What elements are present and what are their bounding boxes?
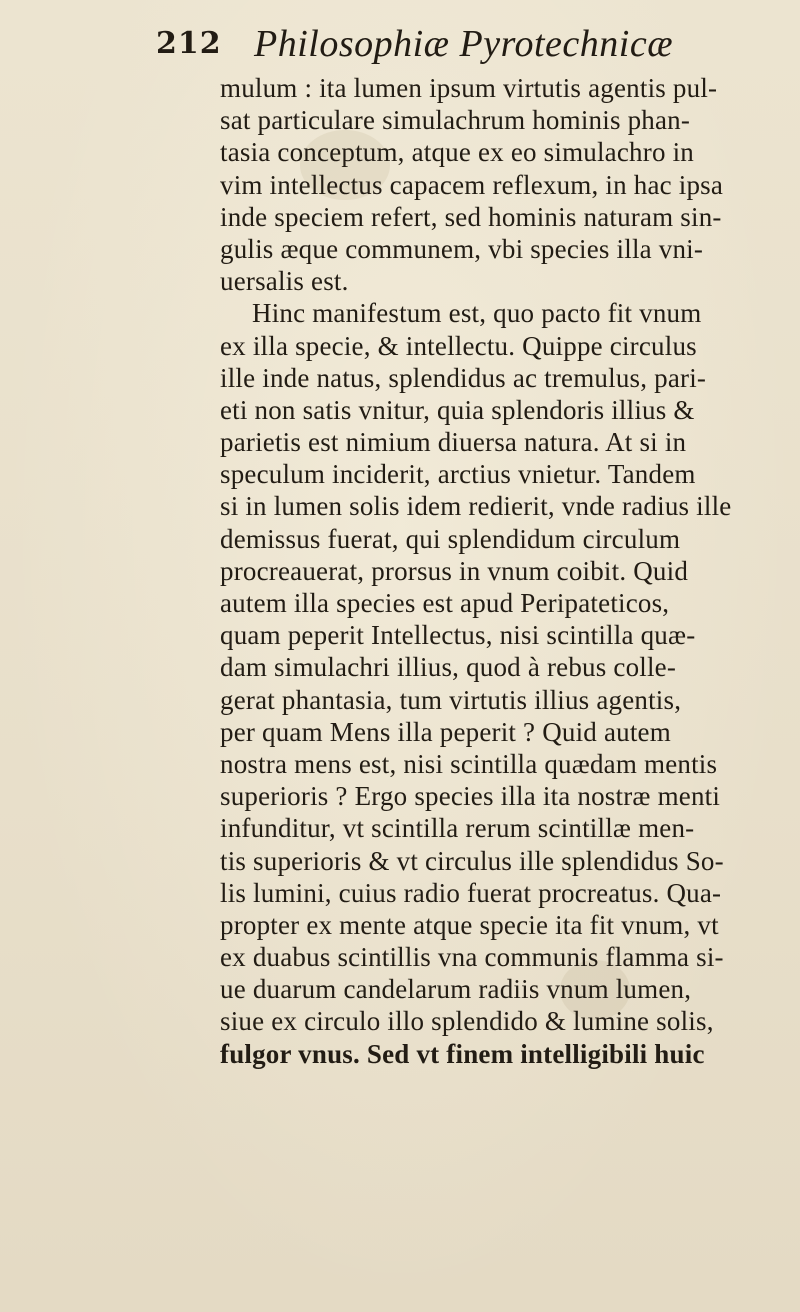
text-line: infunditur, vt scintilla rerum scintillæ men- (220, 813, 695, 844)
text-line: procreauerat, prorsus in vnum coibit. Quid (220, 555, 689, 586)
text-line: si in lumen solis idem redierit, vnde radius ille (220, 491, 732, 522)
text-line: fulgor vnus. Sed vt finem intelligibili huic (220, 1038, 705, 1069)
running-head: Philosophiæ Pyrotechnicæ (254, 23, 674, 65)
text-line: per quam Mens illa peperit ? Quid autem (220, 716, 671, 747)
body-text (220, 72, 768, 1070)
text-line: vim intellectus capacem reflexum, in hac ipsa (220, 169, 724, 200)
text-line: Hinc manifestum est, quo pacto fit vnum (252, 298, 702, 329)
text-line: tasia conceptum, atque ex eo simulachro in (220, 137, 694, 168)
text-line: gulis æque communem, vbi species illa vni- (220, 233, 704, 264)
text-line: lis lumini, cuius radio fuerat procreatus. Qua- (220, 877, 722, 908)
text-line: sat particulare simulachrum hominis phan- (220, 105, 691, 136)
text-line: gerat phantasia, tum virtutis illius agentis, (220, 684, 682, 715)
text-line: parietis est nimium diuersa natura. At si in (220, 427, 687, 458)
text-line: ue duarum candelarum radiis vnum lumen, (220, 974, 692, 1005)
page-header (156, 22, 716, 70)
text-line: nostra mens est, nisi scintilla quædam mentis (220, 748, 718, 779)
text-line: inde speciem refert, sed hominis naturam sin- (220, 201, 722, 232)
text-line: tis superioris & vt circulus ille splendidus So- (220, 845, 724, 876)
text-line: eti non satis vnitur, quia splendoris illius & (220, 394, 695, 425)
text-line: autem illa species est apud Peripateticos, (220, 588, 670, 618)
text-line: siue ex circulo illo splendido & lumine solis, (220, 1006, 714, 1037)
text-line: mulum : ita lumen ipsum virtutis agentis pul- (220, 73, 718, 103)
text-line: ille inde natus, splendidus ac tremulus, pari- (220, 362, 707, 393)
text-line: propter ex mente atque specie ita fit vnum, vt (220, 909, 719, 940)
page-number: 212 (156, 26, 222, 61)
text-line: dam simulachri illius, quod à rebus colle- (220, 652, 677, 683)
text-line: uersalis est. (220, 266, 349, 297)
text-line: demissus fuerat, qui splendidum circulum (220, 523, 681, 554)
text-line: ex duabus scintillis vna communis flamma si- (220, 942, 724, 973)
text-line: superioris ? Ergo species illa ita nostræ menti (220, 781, 721, 812)
text-line: speculum inciderit, arctius vnietur. Tandem (220, 459, 696, 490)
text-line: quam peperit Intellectus, nisi scintilla quæ- (220, 620, 696, 651)
text-line: ex illa specie, & intellectu. Quippe circulus (220, 330, 697, 361)
